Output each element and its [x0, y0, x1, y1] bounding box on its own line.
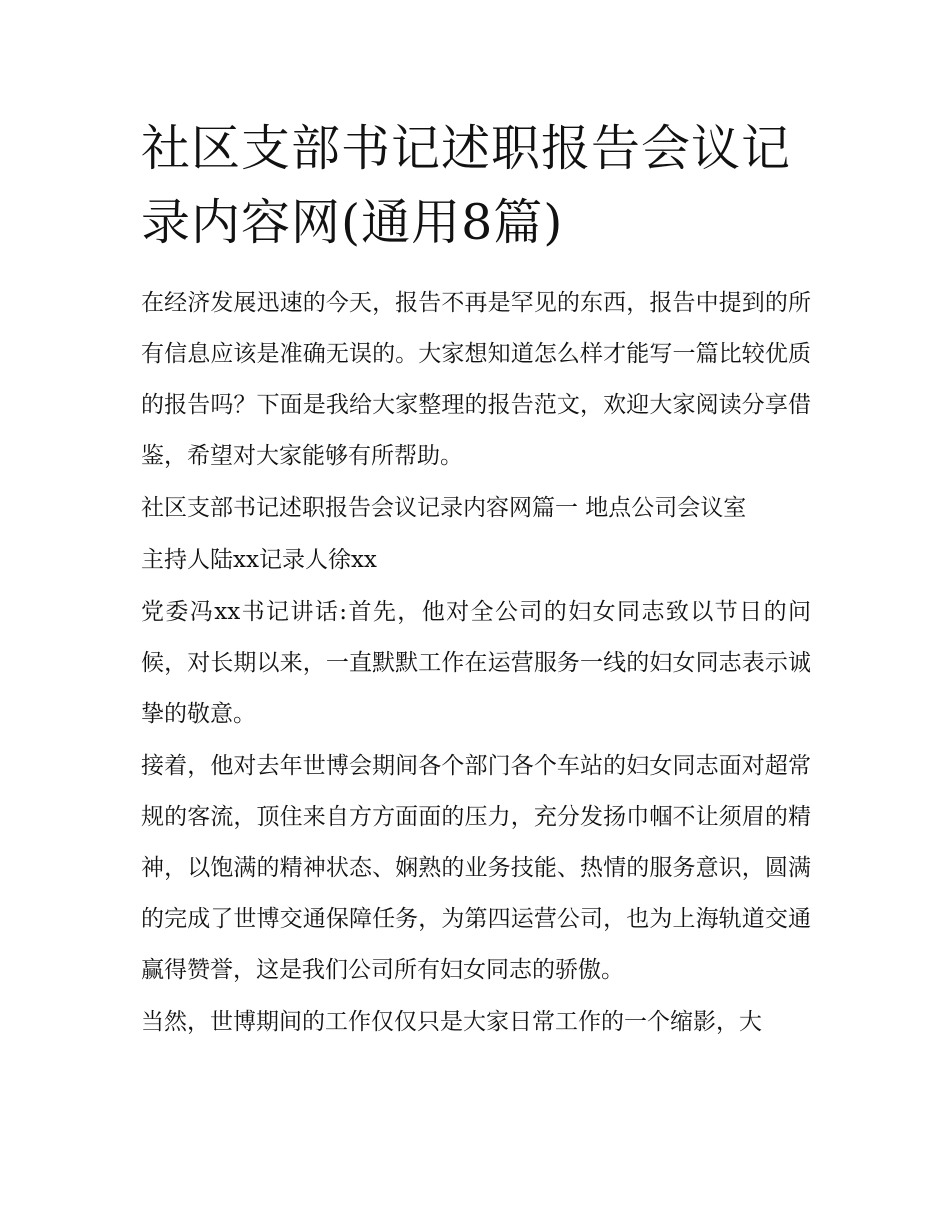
document-title: 社区支部书记述职报告会议记录内容网(通用8篇): [141, 120, 792, 251]
paragraph-expo: 接着，他对去年世博会期间各个部门各个车站的妇女同志面对超常规的客流，顶住来自方方面面的压力，充分发扬巾帼不让须眉的精神，以饱满的精神状态、娴熟的业务技能、热情的服务意识，圆满的完成了世博交通保障任务，为第四运营公司，也为上海轨道交通赢得赞誉，这是我们公司所有妇女同志的骄傲。: [141, 753, 811, 983]
paragraph-host-recorder: 主持人陆xx记录人徐xx: [141, 547, 377, 573]
paragraph-intro: 在经济发展迅速的今天，报告不再是罕见的东西，报告中提到的所有信息应该是准确无误的。大家想知道怎么样才能写一篇比较优质的报告吗？下面是我给大家整理的报告范文，欢迎大家阅读分享借鉴，希望对大家能够有所帮助。: [141, 290, 811, 469]
paragraph-section-heading: 社区支部书记述职报告会议记录内容网篇一 地点公司会议室: [141, 495, 747, 521]
paragraph-speech: 党委冯xx书记讲话:首先，他对全公司的妇女同志致以节日的问候，对长期以来，一直默默工作在运营服务一线的妇女同志表示诚挚的敬意。: [141, 599, 811, 727]
document-body: [141, 112, 811, 1049]
paragraph-continuation: 当然，世博期间的工作仅仅只是大家日常工作的一个缩影，大: [141, 1009, 762, 1035]
